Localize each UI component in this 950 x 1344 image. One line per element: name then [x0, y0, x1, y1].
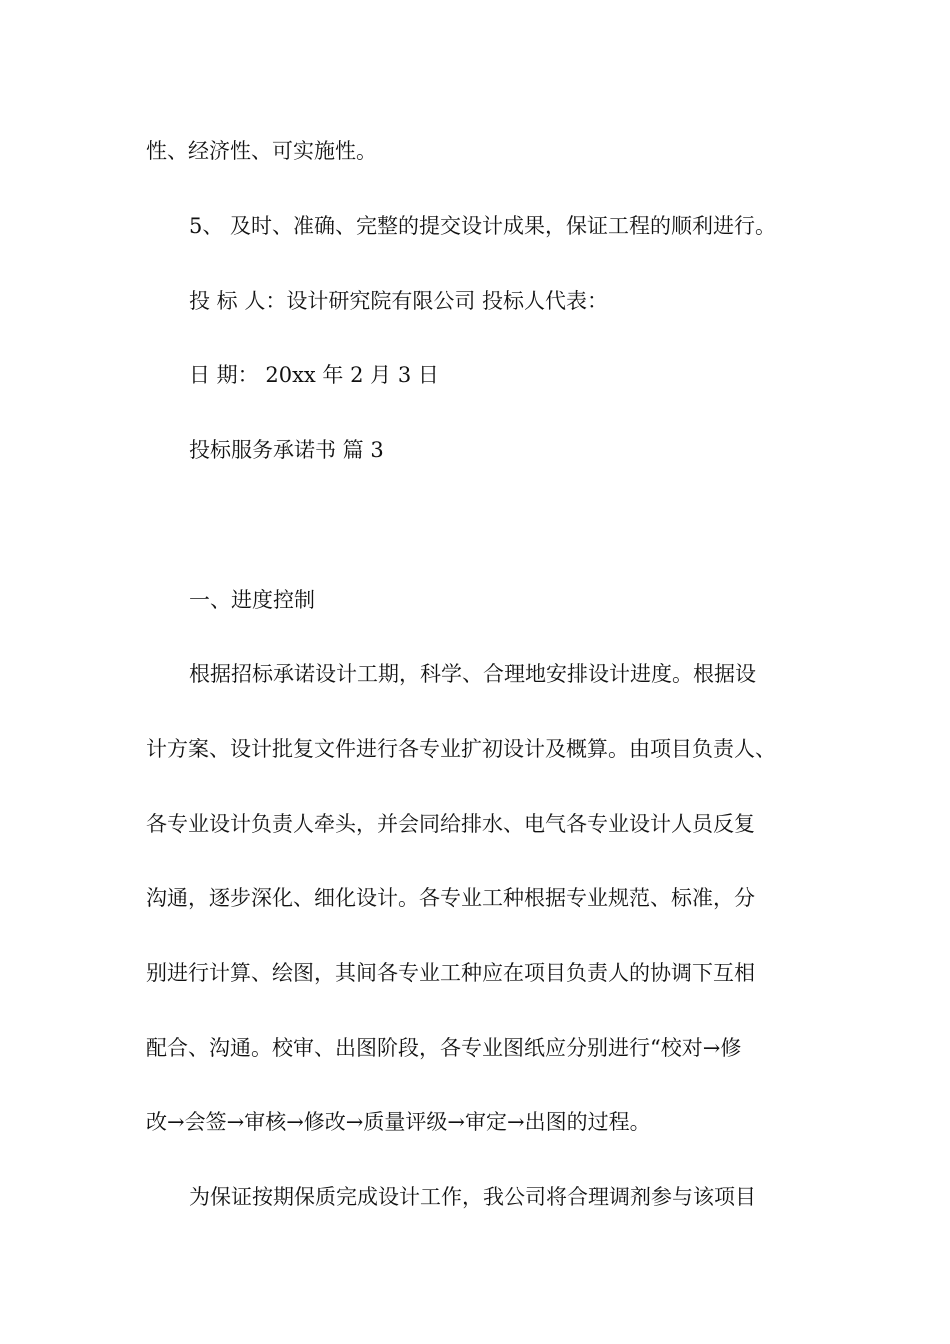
- body-line: 配合、沟通。校审、出图阶段，各专业图纸应分别进行“校对→修: [146, 1036, 742, 1060]
- body-line: 各专业设计负责人牵头，并会同给排水、电气各专业设计人员反复: [146, 812, 755, 836]
- body-line: 为保证按期保质完成设计工作，我公司将合理调剂参与该项目: [189, 1185, 756, 1209]
- commitment-item-5: 5、 及时、准确、完整的提交设计成果，保证工程的顺利进行。: [189, 214, 777, 238]
- section-title: 投标服务承诺书 篇 3: [189, 438, 384, 462]
- date-line: 日 期： 20xx 年 2 月 3 日: [189, 363, 439, 387]
- paragraph-continuation: 性、经济性、可实施性。: [146, 139, 377, 163]
- body-line: 沟通，逐步深化、细化设计。各专业工种根据专业规范、标准，分: [146, 886, 755, 910]
- body-line: 根据招标承诺设计工期，科学、合理地安排设计进度。根据设: [189, 662, 756, 686]
- body-line: 改→会签→审核→修改→质量评级→审定→出图的过程。: [146, 1110, 651, 1134]
- body-line: 计方案、设计批复文件进行各专业扩初设计及概算。由项目负责人、: [146, 737, 776, 761]
- body-line: 别进行计算、绘图，其间各专业工种应在项目负责人的协调下互相: [146, 961, 755, 985]
- bidder-line: 投 标 人：设计研究院有限公司 投标人代表：: [189, 289, 609, 313]
- heading-schedule-control: 一、进度控制: [189, 588, 315, 612]
